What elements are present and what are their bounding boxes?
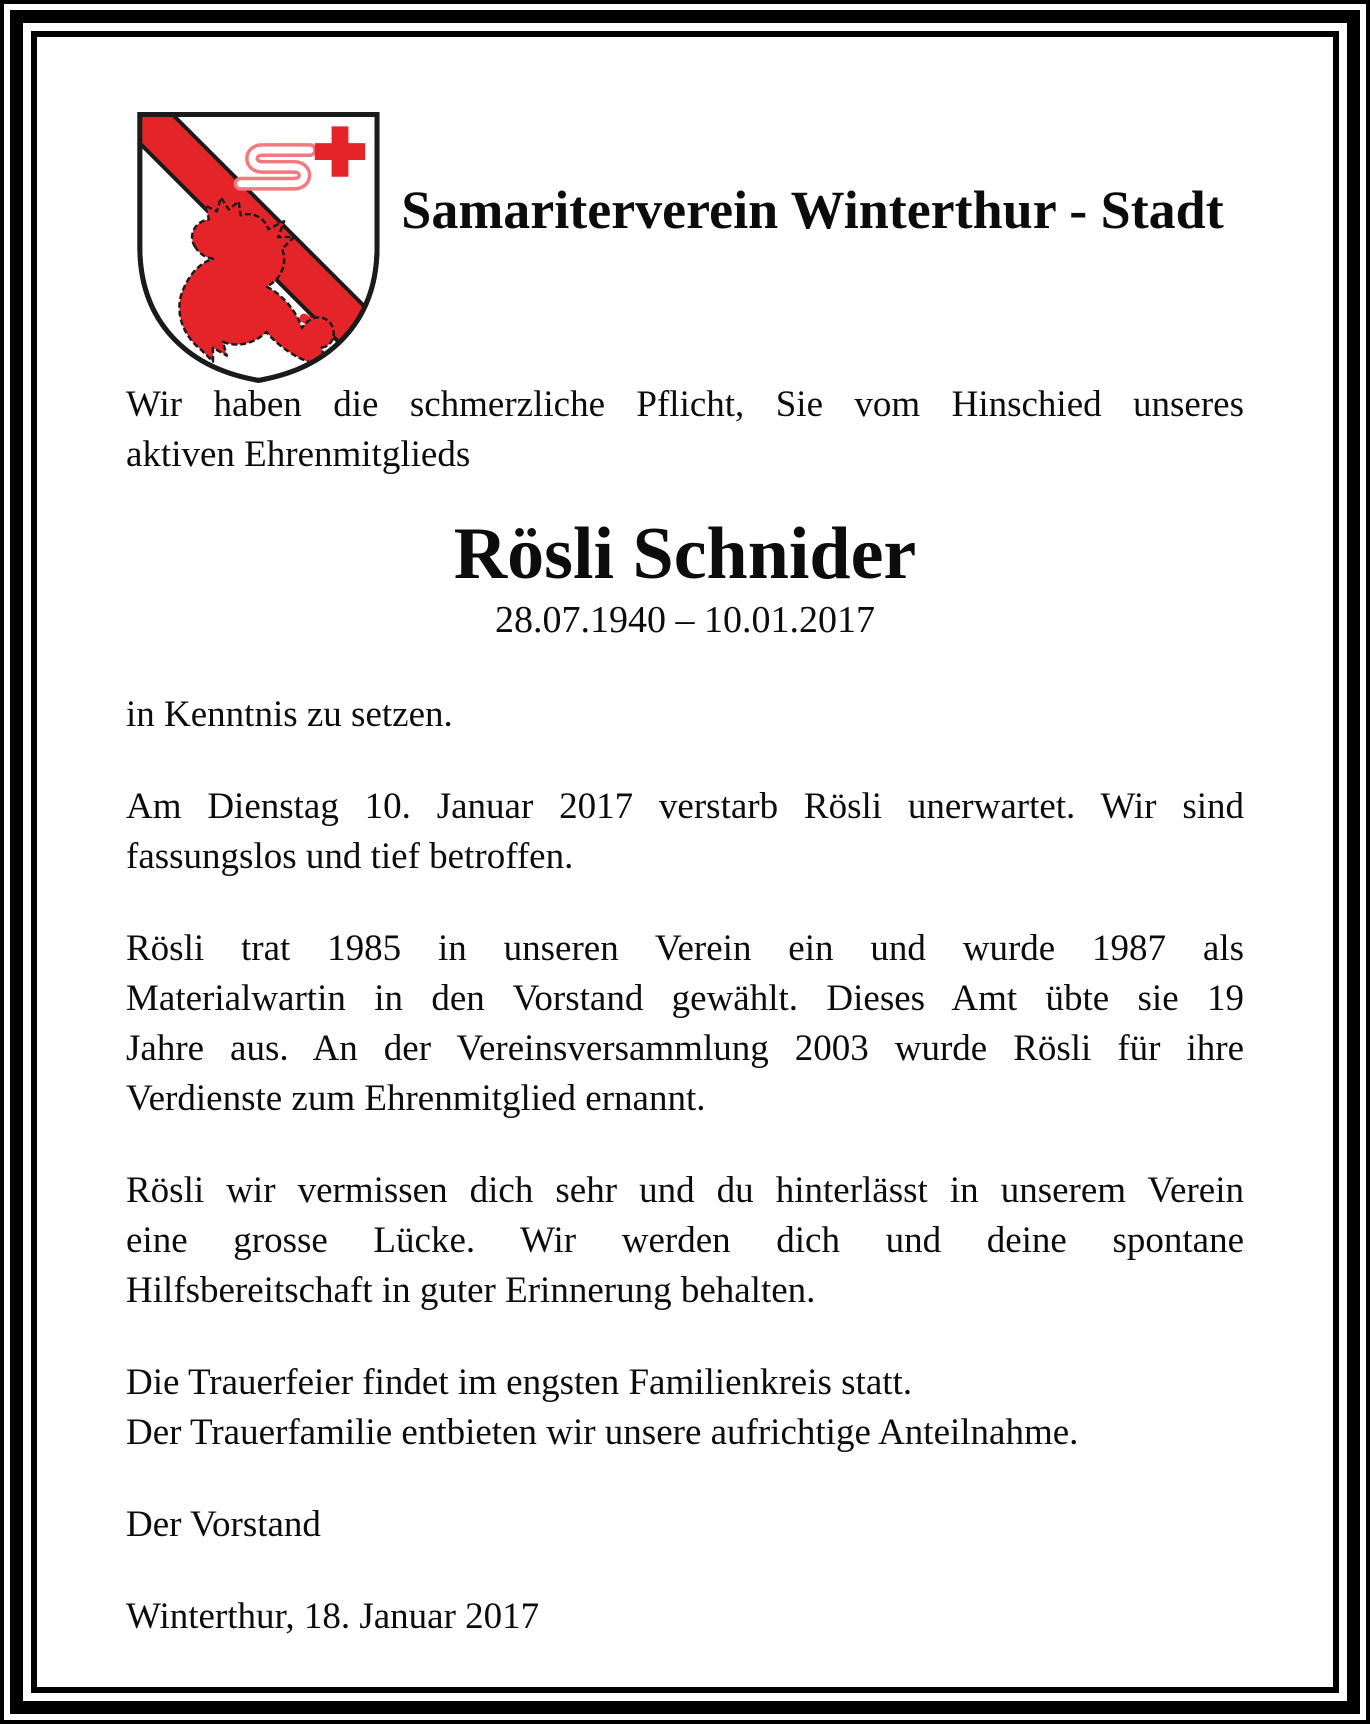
text-line: aktiven Ehrenmitglieds [126,434,471,475]
paragraph [126,924,1244,1124]
paragraph [126,1166,1244,1316]
text-line: Wir haben die schmerzliche Pflicht, Sie vom Hinschied unseres [126,384,1244,425]
text-line: Verdienste zum Ehrenmitglied ernannt. [126,1078,706,1119]
samariter-crest-logo [126,98,381,388]
paragraph [126,782,1244,882]
text-line: Der Vorstand [126,1504,321,1545]
paragraph [126,690,1244,740]
text-line: Die Trauerfeier findet im engsten Familienkreis statt. [126,1362,913,1403]
text-line: Rösli trat 1985 in unseren Verein ein und wurde 1987 als [126,928,1244,969]
text-line: Hilfsbereitschaft in guter Erinnerung behalten. [126,1270,816,1311]
signature [126,1500,1244,1550]
text-line: Rösli wir vermissen dich sehr und du hinterlässt in unserem Verein [126,1170,1244,1211]
place-date [126,1592,1244,1642]
text-line: Am Dienstag 10. Januar 2017 verstarb Rösli unerwartet. Wir sind [126,786,1244,827]
mourning-border-inner [31,31,1339,1693]
text-line: eine grosse Lücke. Wir werden dich und deine spontane [126,1220,1244,1261]
mourning-border-middle [10,10,1360,1714]
text-line: Materialwartin in den Vorstand gewählt. Dieses Amt übte sie 19 [126,978,1244,1019]
text-line: Der Trauerfamilie entbieten wir unsere aufrichtige Anteilnahme. [126,1412,1079,1453]
life-dates: 28.07.1940 – 10.01.2017 [495,599,875,641]
body-paragraphs [126,690,1244,1458]
text-line: Winterthur, 18. Januar 2017 [126,1596,540,1637]
intro-paragraph [126,380,1244,480]
header [126,100,1244,372]
org-title: Samariterverein Winterthur - Stadt [401,180,1224,240]
text-line: Jahre aus. An der Vereinsversammlung 2003 wurde Rösli für ihre [126,1028,1244,1069]
deceased-name: Rösli Schnider [453,513,917,595]
paragraph [126,1358,1244,1458]
text-line: fassungslos und tief betroffen. [126,836,574,877]
text-line: in Kenntnis zu setzen. [126,694,453,735]
